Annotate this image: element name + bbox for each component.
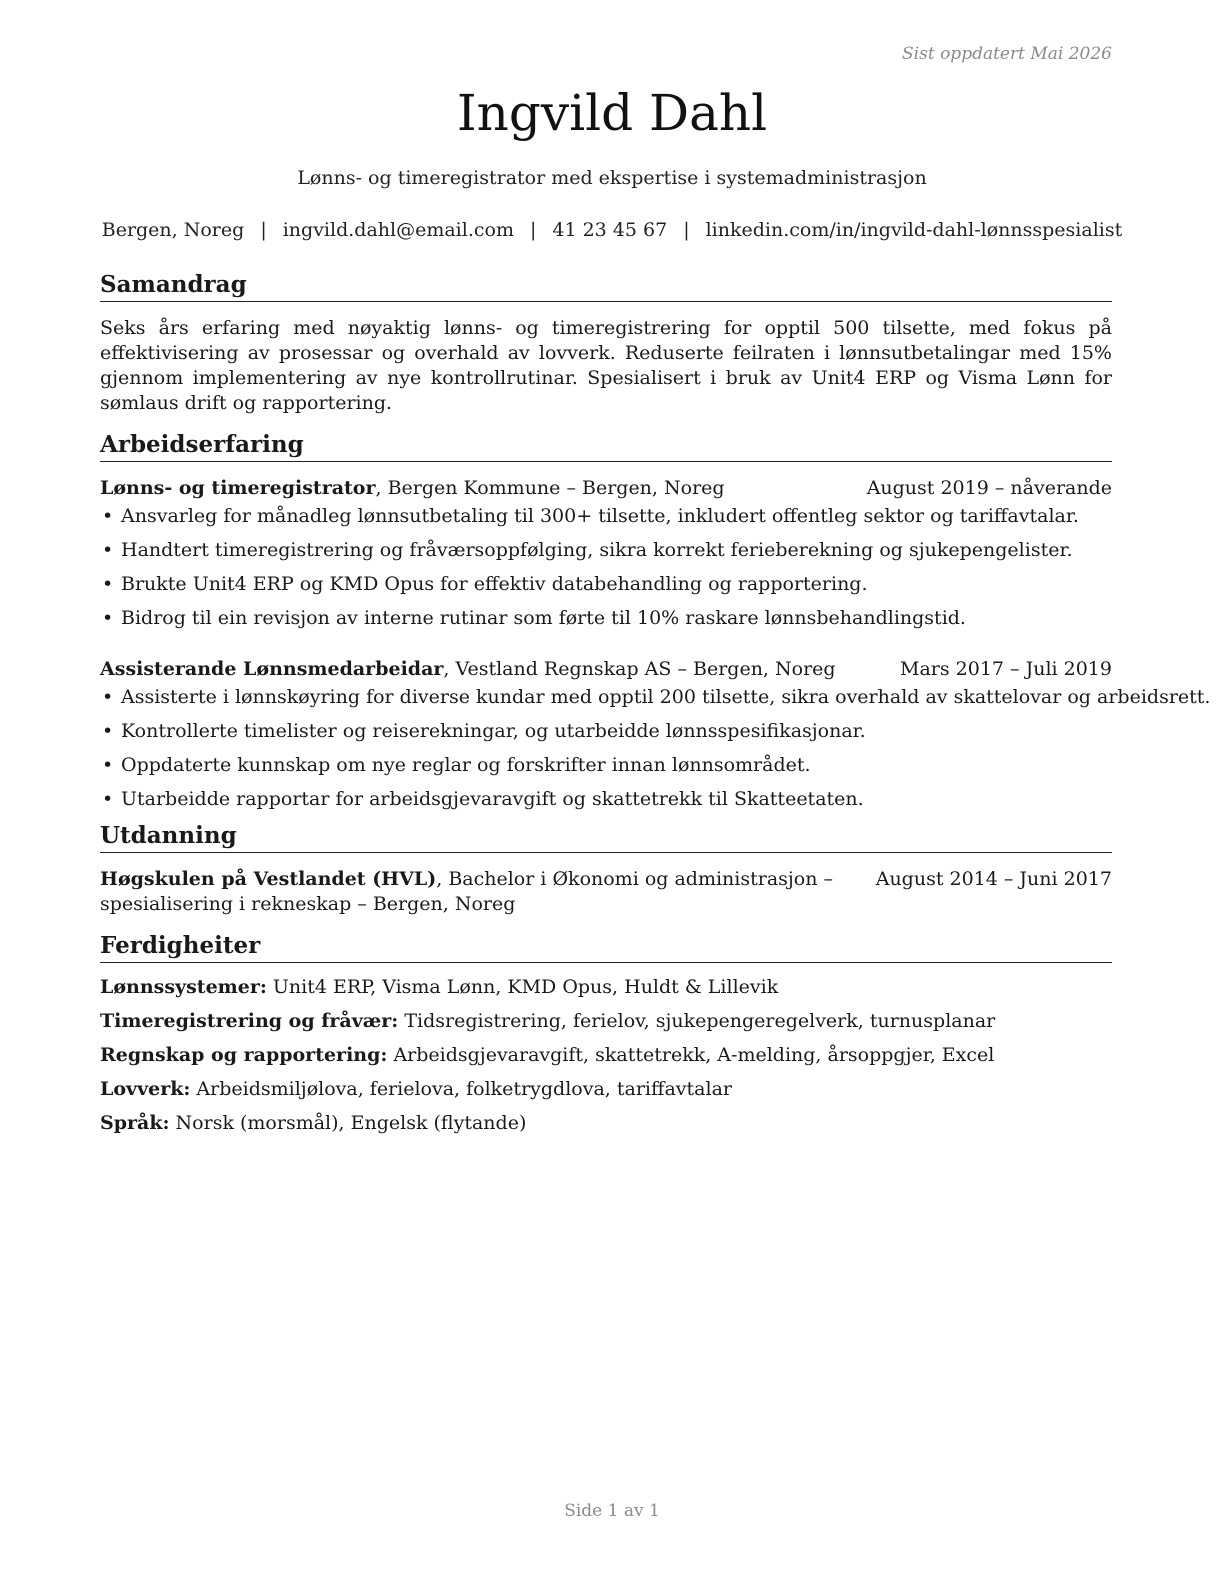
candidate-subtitle: Lønns- og timeregistrator med ekspertise i systemadministrasjon — [297, 167, 927, 189]
section-title-education: Utdanning — [100, 821, 1112, 853]
job-bullets — [100, 504, 1112, 631]
education-detail: , Bachelor i Økonomi og administrasjon – spesialisering i rekneskap – Bergen, Noreg — [100, 868, 834, 915]
resume-content — [100, 270, 1211, 1145]
bullet-item: • Bidrog til ein revisjon av interne rutinar som førte til 10% raskare lønnsbehandlingstid. — [100, 606, 1112, 631]
education-date: August 2014 – Juni 2017 — [875, 868, 1112, 890]
skill-label: Regnskap og rapportering: — [100, 1044, 388, 1066]
education-header — [100, 867, 1112, 917]
page-number: Side 1 av 1 — [564, 1501, 660, 1521]
job-entry — [100, 657, 1211, 812]
candidate-name: Ingvild Dahl — [456, 84, 768, 142]
skill-label: Lønnssystemer: — [100, 976, 267, 998]
bullet-item: • Kontrollerte timelister og reiserekningar, og utarbeidde lønnsspesifikasjonar. — [100, 719, 1112, 744]
contact-separator: | — [260, 219, 267, 241]
contact-email[interactable]: ingvild.dahl@email.com — [282, 219, 514, 241]
contact-separator: | — [683, 219, 690, 241]
skill-value: Unit4 ERP, Visma Lønn, KMD Opus, Huldt & Lillevik — [266, 976, 779, 998]
experience-section — [100, 430, 1211, 812]
education-school: Høgskulen på Vestlandet (HVL) — [100, 868, 437, 890]
section-title-skills: Ferdigheiter — [100, 931, 1112, 963]
skill-label: Lovverk: — [100, 1078, 191, 1100]
skill-value: Arbeidsgjevaravgift, skattetrekk, A-melding, årsoppgjer, Excel — [387, 1044, 995, 1066]
skill-row — [100, 975, 1112, 1000]
section-title-experience: Arbeidserfaring — [100, 430, 1112, 462]
bullet-item: • Handtert timeregistrering og fråværsoppfølging, sikra korrekt ferieberekning og sjukepengelister. — [100, 538, 1112, 563]
bullet-item: • Utarbeidde rapportar for arbeidsgjevaravgift og skattetrekk til Skatteetaten. — [100, 787, 1112, 812]
skill-value: Tidsregistrering, ferielov, sjukepengeregelverk, turnusplanar — [398, 1010, 996, 1032]
contact-linkedin[interactable]: linkedin.com/in/ingvild-dahl-lønnsspesialist — [705, 219, 1123, 241]
skill-value: Arbeidsmiljølova, ferielova, folketrygdlova, tariffavtalar — [190, 1078, 732, 1100]
job-entry — [100, 476, 1112, 631]
job-role: Lønns- og timeregistrator — [100, 477, 376, 499]
job-org: , Vestland Regnskap AS – Bergen, Noreg — [443, 658, 836, 680]
education-section — [100, 821, 1112, 917]
job-header — [100, 476, 1112, 501]
contact-line — [0, 219, 1224, 241]
last-updated: Sist oppdatert Mai 2026 — [902, 44, 1112, 64]
skills-section — [100, 931, 1112, 1136]
job-date: August 2019 – nåverande — [866, 477, 1112, 499]
bullet-item: • Oppdaterte kunnskap om nye reglar og forskrifter innan lønnsområdet. — [100, 753, 1112, 778]
summary-section — [100, 270, 1112, 416]
contact-phone: 41 23 45 67 — [552, 219, 668, 241]
job-date: Mars 2017 – Juli 2019 — [900, 658, 1112, 680]
bullet-item: • Brukte Unit4 ERP og KMD Opus for effektiv databehandling og rapportering. — [100, 572, 1112, 597]
section-title-summary: Samandrag — [100, 270, 1112, 302]
bullet-item: • Assisterte i lønnskøyring for diverse kundar med opptil 200 tilsette, sikra overhald av skattelovar og arbeidsrett. — [100, 685, 1112, 710]
skill-label: Språk: — [100, 1112, 170, 1134]
skill-row — [100, 1009, 1112, 1034]
contact-location: Bergen, Noreg — [101, 219, 245, 241]
skill-row — [100, 1077, 1112, 1102]
skills-list — [100, 975, 1112, 1136]
bullet-item: • Ansvarleg for månadleg lønnsutbetaling til 300+ tilsette, inkludert offentleg sektor og tariffavtalar. — [100, 504, 1112, 529]
skill-row — [100, 1043, 1112, 1068]
job-header — [100, 657, 1112, 682]
education-entry — [100, 867, 1112, 917]
skill-row — [100, 1111, 1112, 1136]
skill-label: Timeregistrering og fråvær: — [100, 1010, 399, 1032]
contact-separator: | — [529, 219, 537, 241]
skill-value: Norsk (morsmål), Engelsk (flytande) — [169, 1112, 527, 1134]
job-role: Assisterande Lønnsmedarbeidar — [100, 658, 444, 680]
job-org: , Bergen Kommune – Bergen, Noreg — [375, 477, 725, 499]
job-bullets — [100, 685, 1211, 812]
summary-text: Seks års erfaring med nøyaktig lønns- og timeregistrering for opptil 500 tilsette, med fokus på effektivisering av prosessar og overhald av lovverk. Reduserte feilraten i lønnsutbetalingar med 15% gjennom implementering av nye kontrollrutinar. Spesialisert i bruk av Unit4 ERP og Visma Lønn for sømlaus drift og rapportering. — [100, 317, 1112, 414]
